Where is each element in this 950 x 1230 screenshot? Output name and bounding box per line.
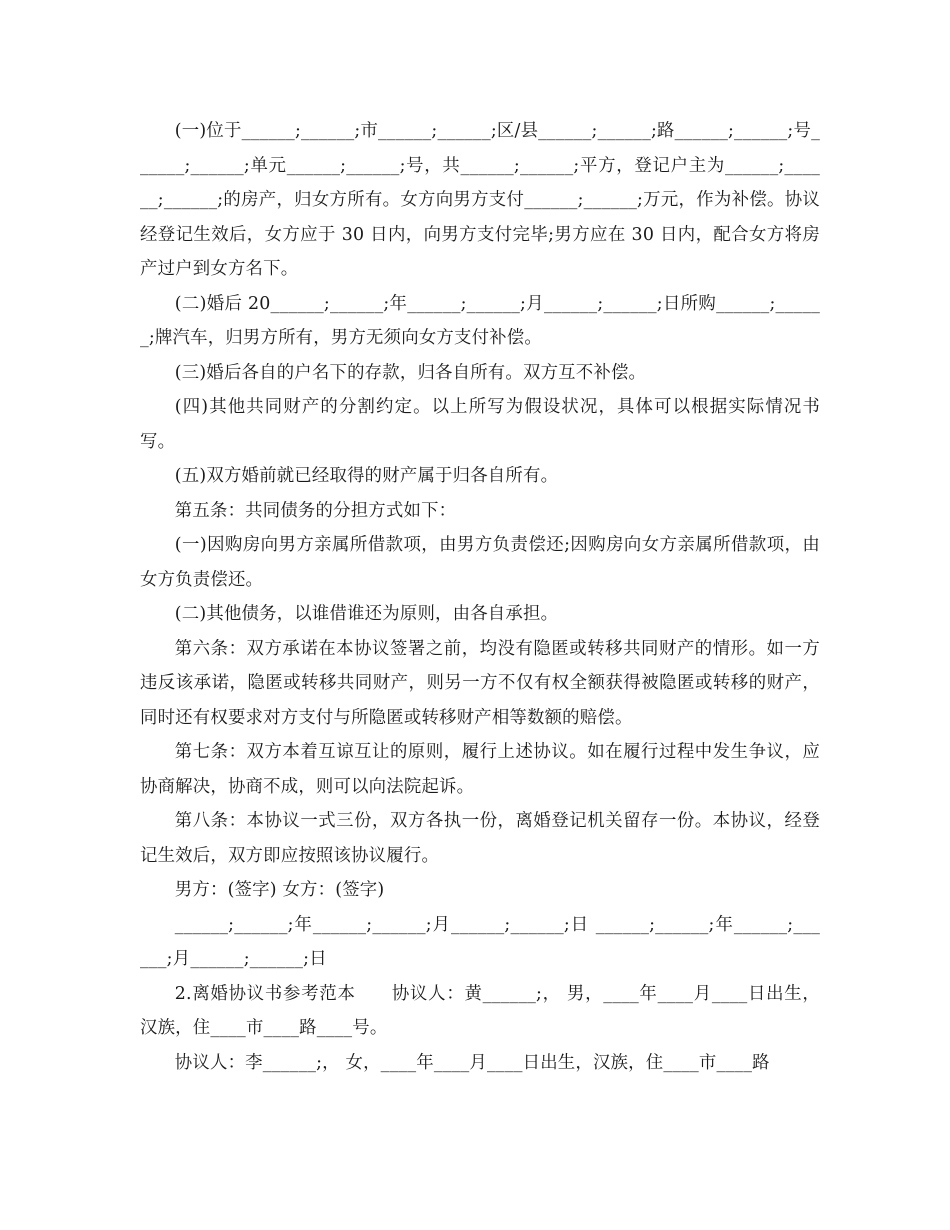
document-body (140, 114, 820, 1080)
paragraph-house-debts: (一)因购房向男方亲属所借款项，由男方负责偿还;因购房向女方亲属所借款项，由女方负责偿还。 (140, 535, 820, 590)
template-two-intro: 2.离婚协议书参考范本 协议人：黄______;， 男，____年____月____日出生，汉族，住____市____路____号。 (140, 983, 820, 1038)
paragraph-house-property: (一)位于______;______;市______;______;区/县______;______;路______;______;号______;______;单元______;______;号，共______;______;平方，登记户主为______;______;______;的房产，归女方所有。女方向男方支付______;______;万元，作为补偿。协议经登记生效后，女方应于 30 日内，向男方支付完毕;男方应在 30 日内，配合女方将房产过户到女方名下。 (140, 121, 820, 279)
article-five-heading: 第五条：共同债务的分担方式如下： (174, 500, 457, 521)
party-two-line: 协议人：李______;， 女，____年____月____日出生，汉族，住____市____路 (174, 1052, 770, 1073)
article-eight: 第八条：本协议一式三份，双方各执一份，离婚登记机关留存一份。本协议，经登记生效后，双方即应按照该协议履行。 (140, 811, 820, 866)
article-six: 第六条：双方承诺在本协议签署之前，均没有隐匿或转移共同财产的情形。如一方违反该承诺，隐匿或转移共同财产，则另一方不仅有权全额获得被隐匿或转移的财产，同时还有权要求对方支付与所隐匿或转移财产相等数额的赔偿。 (140, 638, 820, 728)
paragraph-premarital-property: (五)双方婚前就已经取得的财产属于归各自所有。 (174, 466, 559, 486)
signature-line: 男方：(签字) 女方：(签字) (174, 880, 385, 900)
article-seven: 第七条：双方本着互谅互让的原则，履行上述协议。如在履行过程中发生争议，应协商解决，协商不成，则可以向法院起诉。 (140, 742, 820, 797)
date-line: ______;______;年______;______;月______;______;日 ______;______;年______;______;月______;______;日 (140, 914, 820, 969)
paragraph-car-property: (二)婚后 20______;______;年______;______;月______;______;日所购______;______;牌汽车，归男方所有，男方无须向女方支付补偿。 (140, 293, 820, 348)
paragraph-other-property: (四)其他共同财产的分割约定。以上所写为假设状况，具体可以根据实际情况书写。 (140, 397, 820, 452)
paragraph-deposits: (三)婚后各自的户名下的存款，归各自所有。双方互不补偿。 (174, 362, 647, 383)
paragraph-other-debts: (二)其他债务，以谁借谁还为原则，由各自承担。 (174, 604, 559, 624)
